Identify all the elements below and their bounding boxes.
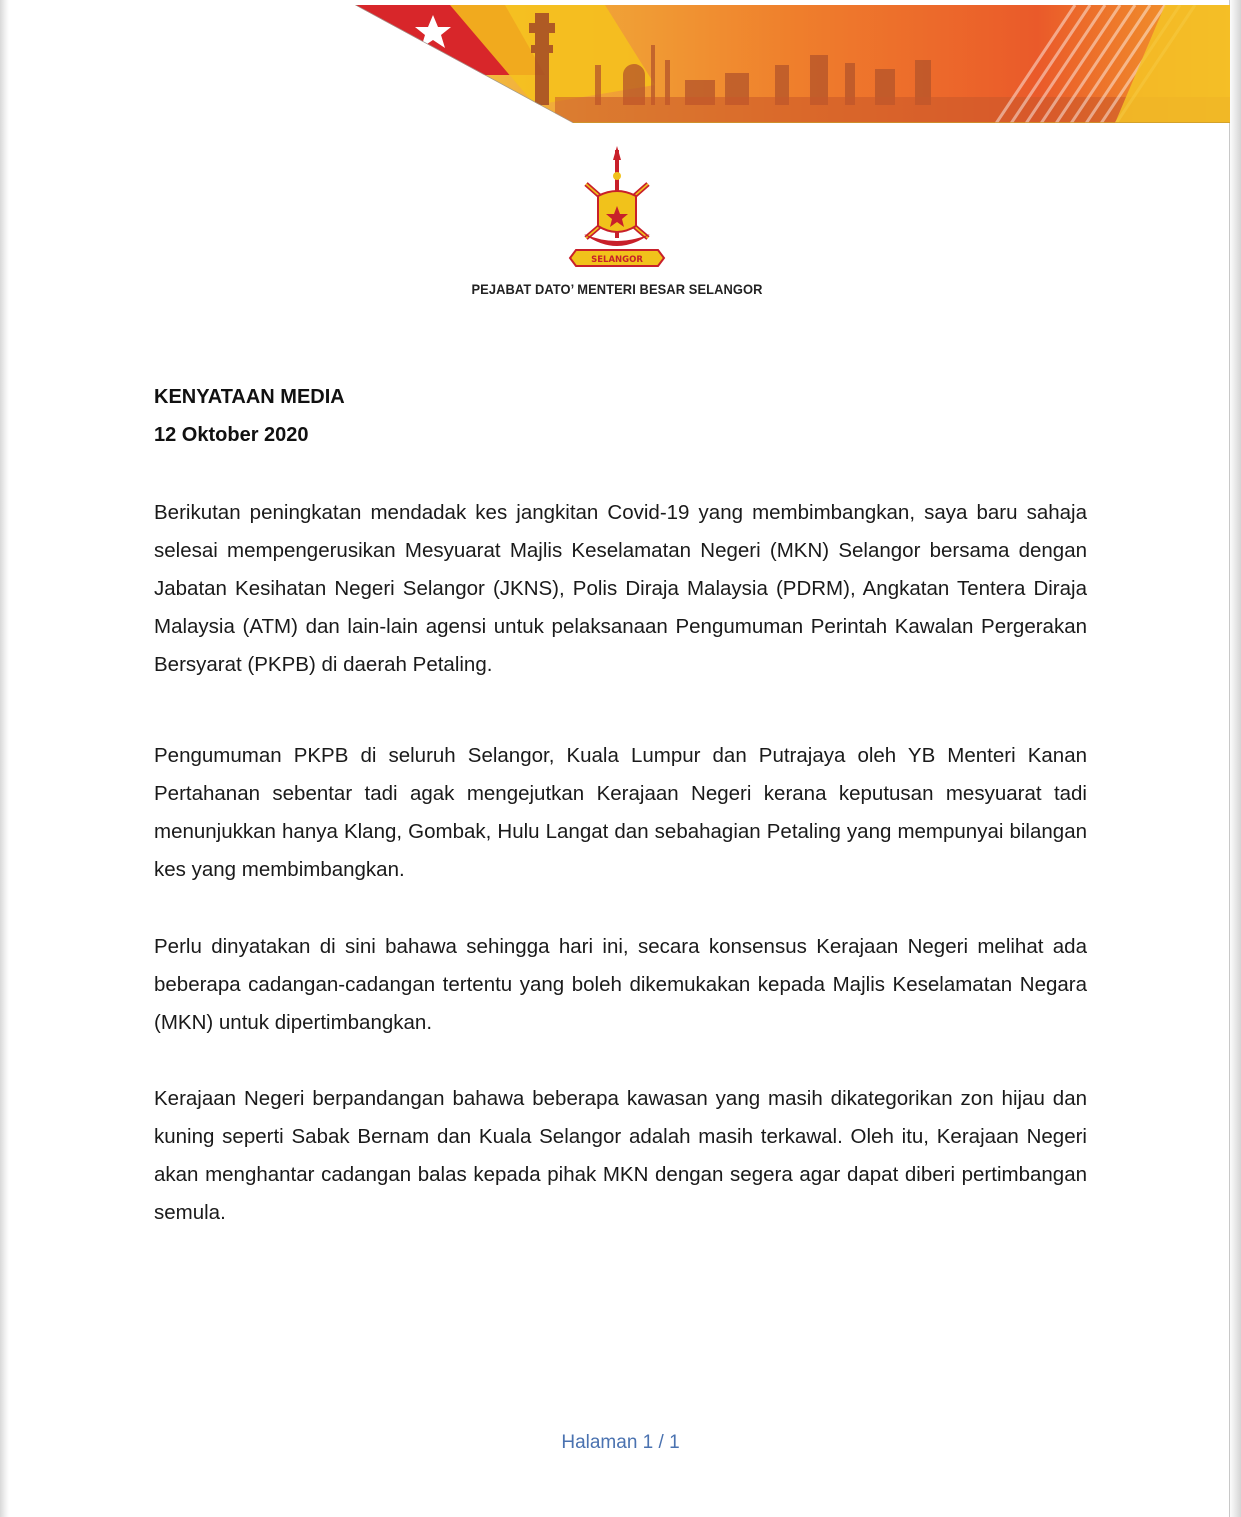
paragraph-3: Perlu dinyatakan di sini bahawa sehingga hari ini, secara konsensus Kerajaan Negeri melihat ada beberapa cadangan-cadangan tertentu yang boleh dikemukakan kepada Majlis Keselamatan Negara (MKN) untuk dipertimbangkan. (154, 935, 1087, 1034)
paragraph-4: Kerajaan Negeri berpandangan bahawa beberapa kawasan yang masih dikategorikan zon hijau dan kuning seperti Sabak Bernam dan Kuala Selangor adalah masih terkawal. Oleh itu, Kerajaan Negeri akan menghantar cadangan balas kepada pihak MKN dengan segera agar dapat diberi pertimbangan semula. (154, 1087, 1087, 1224)
paragraph-2: Pengumuman PKPB di seluruh Selangor, Kuala Lumpur dan Putrajaya oleh YB Menteri Kanan Pertahanan sebentar tadi agak mengejutkan Kerajaan Negeri kerana keputusan mesyuarat tadi menunjukkan hanya Klang, Gombak, Hulu Langat dan sebahagian Petaling yang mempunyai bilangan kes yang membimbangkan. (154, 744, 1087, 881)
crest-banner-text: SELANGOR (591, 255, 643, 265)
paragraph-1: Berikutan peningkatan mendadak kes jangkitan Covid-19 yang membimbangkan, saya baru sahaja selesai mempengerusikan Mesyuarat Majlis Keselamatan Negeri (MKN) Selangor bersama dengan Jabatan Kesihatan Negeri Selangor (JKNS), Polis Diraja Malaysia (PDRM), Angkatan Tentera Diraja Malaysia (ATM) dan lain-lain agensi untuk pelaksanaan Pengumuman Perintah Kawalan Pergerakan Bersyarat (PKPB) di daerah Petaling. (154, 501, 1087, 676)
crest-graphic (562, 146, 672, 274)
banner-graphic (355, 5, 1230, 125)
page-edge-left (0, 0, 9, 1517)
selangor-crest (562, 146, 672, 274)
office-name: PEJABAT DATO’ MENTERI BESAR SELANGOR (471, 281, 763, 297)
document-date: 12 Oktober 2020 (154, 424, 309, 446)
page-edge-right (1229, 0, 1241, 1517)
header-banner (355, 5, 1230, 125)
document-type: KENYATAAN MEDIA (154, 386, 345, 408)
page-number: Halaman 1 / 1 (561, 1432, 680, 1453)
